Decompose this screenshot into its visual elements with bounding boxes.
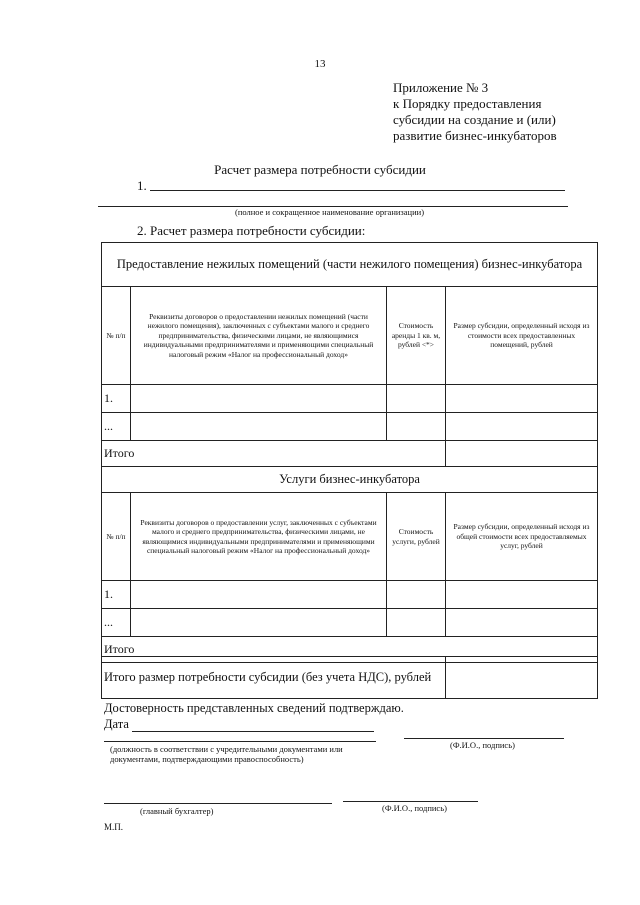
appendix-line: к Порядку предоставления: [393, 96, 542, 111]
row-number: 1.: [102, 581, 131, 609]
row-number: ...: [102, 609, 131, 637]
page-number: 13: [314, 58, 326, 70]
total-label: Итого: [102, 441, 446, 467]
section-title-premises: Предоставление нежилых помещений (части нежилого помещения) бизнес-инкубатора: [102, 243, 598, 287]
table-cell[interactable]: [131, 581, 387, 609]
table-cell[interactable]: [387, 413, 446, 441]
fio-signature-note: (Ф.И.О., подпись): [450, 740, 515, 750]
table-services: [101, 466, 598, 663]
row-number: 1.: [102, 385, 131, 413]
table-final-total: [101, 656, 598, 699]
appendix-line: развитие бизнес-инкубаторов: [393, 128, 557, 143]
total-row: [102, 441, 598, 467]
final-total-label: Итого размер потребности субсидии (без учета НДС), рублей: [102, 657, 446, 699]
table-cell[interactable]: [446, 413, 598, 441]
table-cell[interactable]: [387, 385, 446, 413]
final-total-value-cell[interactable]: [446, 657, 598, 699]
document-title: Расчет размера потребности субсидии: [214, 162, 426, 177]
item-2-label: 2. Расчет размера потребности субсидии:: [137, 223, 366, 238]
table-cell[interactable]: [387, 609, 446, 637]
col-header-number: № п/п: [102, 287, 131, 385]
col-header-subsidy: Размер субсидии, определенный исходя из общей стоимости всех предоставляемых услуг, рублей: [446, 493, 598, 581]
date-label: Дата: [104, 717, 129, 731]
section-title-services: Услуги бизнес-инкубатора: [102, 467, 598, 493]
stamp-label: М.П.: [104, 822, 124, 832]
col-header-service-cost: Стоимость услуги, рублей: [387, 493, 446, 581]
confirmation-text: Достоверность представленных сведений подтверждаю.: [104, 701, 404, 715]
col-header-contracts: Реквизиты договоров о предоставлении услуг, заключенных с субъектами малого и среднего предпринимательства, физическими лицами, не являющимися индивидуальными предпринимателями и применяющими специальный налоговый режим «Налог на профессиональный доход»: [131, 493, 387, 581]
table-row: [102, 609, 598, 637]
chief-accountant-signature-line: [343, 801, 478, 802]
appendix-line: Приложение № 3: [393, 80, 489, 95]
total-label: Итого: [102, 637, 598, 663]
table-cell[interactable]: [131, 413, 387, 441]
table-cell[interactable]: [446, 385, 598, 413]
table-row: [102, 581, 598, 609]
table-cell[interactable]: [387, 581, 446, 609]
fio-signature-note-2: (Ф.И.О., подпись): [382, 803, 447, 813]
col-header-contracts: Реквизиты договоров о предоставлении нежилых помещений (части нежилого помещения), заключенных с субъектами малого и среднего предпринимательства, физическими лицами, не являющимися индивидуальными предпринимателями и применяющими специальный налоговый режим «Налог на профессиональный доход»: [131, 287, 387, 385]
appendix-header: [393, 80, 557, 144]
appendix-line: субсидии на создание и (или): [393, 112, 556, 127]
table-row: [102, 385, 598, 413]
row-number: ...: [102, 413, 131, 441]
table-cell[interactable]: [446, 609, 598, 637]
position-note: (должность в соответствии с учредительными документами или документами, подтверждающими правоспособность): [110, 744, 343, 764]
item-1-label: 1.: [137, 178, 147, 193]
chief-accountant-note: (главный бухгалтер): [140, 806, 214, 816]
table-cell[interactable]: [131, 385, 387, 413]
position-line: [104, 741, 376, 742]
table-cell[interactable]: [446, 581, 598, 609]
signature-line: [404, 738, 564, 739]
table-premises: [101, 242, 598, 467]
total-value-cell[interactable]: [446, 441, 598, 467]
org-name-line: [150, 190, 565, 191]
col-header-rent-cost: Стоимость аренды 1 кв. м, рублей <*>: [387, 287, 446, 385]
table-row: [102, 413, 598, 441]
chief-accountant-line: [104, 803, 332, 804]
col-header-number: № п/п: [102, 493, 131, 581]
date-line: [132, 731, 374, 732]
table-cell[interactable]: [131, 609, 387, 637]
col-header-subsidy: Размер субсидии, определенный исходя из стоимости всех предоставленных помещений, рублей: [446, 287, 598, 385]
org-name-note: (полное и сокращенное наименование организации): [235, 207, 425, 217]
